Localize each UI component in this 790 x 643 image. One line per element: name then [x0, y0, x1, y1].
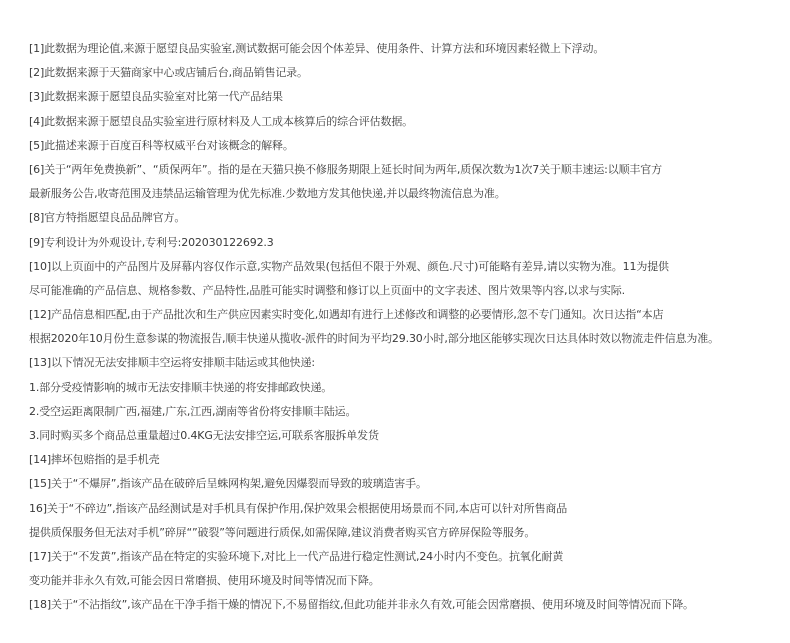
note-line: 根据2020年10月份生意参谋的物流报告,顺丰快递从揽收-派件的时间为平均29.30小时,部分地区能够实现次日达具体时效以物流走件信息为准。 — [29, 332, 719, 346]
note-line: 提供质保服务但无法对手机”碎屏“”破裂”等问题进行质保,如需保障,建议消费者购买官方碎屏保险等服务。 — [29, 525, 536, 539]
note-line: [9]专利设计为外观设计,专利号:202030122692.3 — [29, 235, 274, 249]
note-line: [10]以上页面中的产品图片及屏幕内容仅作示意,实物产品效果(包括但不限于外观、颜色.尺寸)可能略有差异,请以实物为准。11为提供 — [29, 259, 669, 273]
note-line: 1.部分受疫情影响的城市无法安排顺丰快递的将安排邮政快递。 — [29, 380, 333, 394]
note-line: [2]此数据来源于天猫商家中心或店铺后台,商品销售记录。 — [29, 66, 308, 80]
note-line: [12]产品信息相匹配,由于产品批次和生产供应因素实时变化,如遇却有进行上述修改和调整的必要情形,忽不专门通知。次日达指“本店 — [29, 308, 664, 322]
note-line: 3.同时购买多个商品总重量超过0.4KG无法安排空运,可联系客服拆单发货 — [29, 429, 379, 442]
note-line: [14]摔坏包赔指的是手机壳 — [29, 453, 160, 467]
note-line: 最新服务公告,收寄范围及违禁品运输管理为优先标准.少数地方发其他快递,并以最终物流信息为准。 — [29, 187, 506, 201]
note-line: [18]关于“不沾指纹”,该产品在干净手指干燥的情况下,不易留指纹,但此功能并非永久有效,可能会因常磨损、使用环境及时间等情况而下降。 — [29, 598, 694, 612]
note-line: 变功能并非永久有效,可能会因日常磨损、使用环境及时间等情况而下降。 — [29, 574, 380, 588]
footnotes-block — [29, 37, 784, 618]
note-line: [4]此数据来源于愿望良品实验室进行原材料及人工成本核算后的综合评估数据。 — [29, 114, 414, 128]
note-line: [8]官方特指愿望良品品牌官方。 — [29, 211, 186, 225]
note-line: [3]此数据来源于愿望良品实验室对比第一代产品结果 — [29, 90, 283, 104]
note-line: [5]此描述来源于百度百科等权威平台对该概念的解释。 — [29, 138, 294, 152]
note-line: [17]关于“不发黄”,指该产品在特定的实验环境下,对比上一代产品进行稳定性测试,24小时内不变色。抗氧化耐黄 — [29, 549, 564, 563]
note-line: 尽可能准确的产品信息、规格参数、产品特性,品胜可能实时调整和修订以上页面中的文字表述、图片效果等内容,以求与实际. — [29, 283, 625, 297]
note-line: [6]关于“两年免费换新”、“质保两年”。指的是在天猫只换不修服务期限上延长时间为两年,质保次数为1次7关于顺丰速运:以顺丰官方 — [29, 162, 662, 176]
note-line: [15]关于“不爆屏”,指该产品在破碎后呈蛛网构架,避免因爆裂而导致的玻璃造害手。 — [29, 477, 427, 491]
note-line: 2.受空运距离限制广西,福建,广东,江西,湖南等省份将安排顺丰陆运。 — [29, 404, 357, 418]
note-line: [1]此数据为理论值,来源于愿望良品实验室,测试数据可能会因个体差异、使用条件、计算方法和环境因素轻微上下浮动。 — [29, 42, 605, 55]
note-line: 16]关于“不碎边”,指该产品经测试是对手机具有保护作用,保护效果会根据使用场景而不同,本店可以针对所售商品 — [29, 501, 568, 515]
note-line: [13]以下情况无法安排顺丰空运将安排顺丰陆运或其他快递: — [29, 356, 315, 370]
